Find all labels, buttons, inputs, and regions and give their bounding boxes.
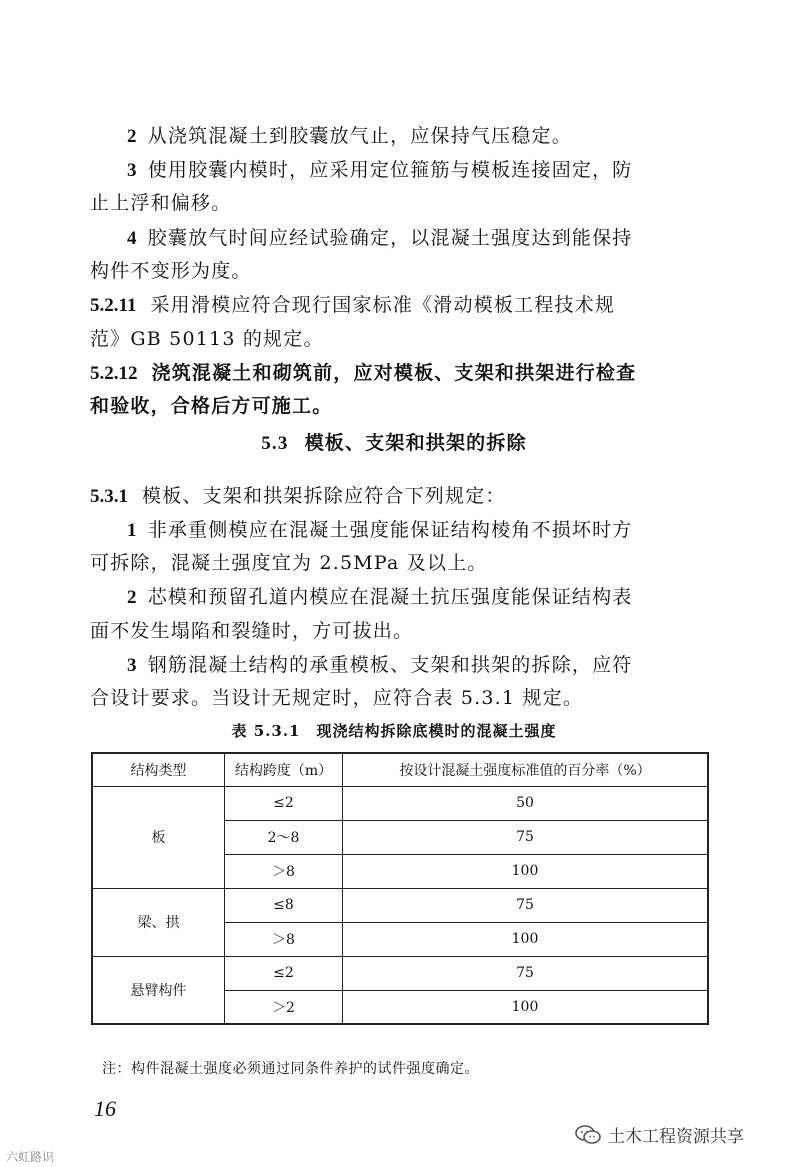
item-4-line-1 bbox=[127, 226, 633, 251]
clause-text: 采用滑模应符合现行国家标准《滑动模板工程技术规 bbox=[150, 294, 616, 316]
item-3-line-1 bbox=[127, 158, 633, 183]
item-3-line-2: 止上浮和偏移。 bbox=[90, 192, 232, 214]
item-text: 胶囊放气时间应经试验确定，以混凝土强度达到能保持 bbox=[147, 227, 633, 249]
table-note: 注：构件混凝土强度必须通过同条件养护的试件强度确定。 bbox=[102, 1061, 479, 1077]
table-row bbox=[92, 956, 708, 990]
watermark-account bbox=[574, 1122, 744, 1147]
item-text: 钢筋混凝土结构的承重模板、支架和拱架的拆除，应符 bbox=[147, 654, 633, 676]
item-number: 4 bbox=[127, 228, 138, 249]
cell-pct: 100 bbox=[343, 854, 709, 888]
header-structure-type: 结构类型 bbox=[92, 753, 225, 786]
clause-text: 浇筑混凝土和砌筑前，应对模板、支架和拱架进行检查 bbox=[151, 362, 637, 384]
sub-item-3-line-1 bbox=[127, 653, 633, 678]
clause-5-2-11-line-2: 范》GB 50113 的规定。 bbox=[90, 328, 324, 350]
watermark-left bbox=[6, 1148, 54, 1165]
sub-item-2-line-2: 面不发生塌陷和裂缝时，方可拔出。 bbox=[90, 620, 414, 642]
section-heading bbox=[0, 431, 788, 456]
cell-type: 悬臂构件 bbox=[92, 956, 225, 1024]
section-title: 模板、支架和拱架的拆除 bbox=[304, 432, 527, 454]
table-caption: 表 5.3.1 现浇结构拆除底模时的混凝土强度 bbox=[231, 722, 557, 740]
cell-span: ≤2 bbox=[225, 786, 343, 820]
wechat-icon bbox=[574, 1124, 602, 1146]
item-number: 3 bbox=[127, 655, 138, 676]
cell-span: ≤8 bbox=[225, 888, 343, 922]
cell-type: 板 bbox=[92, 786, 225, 888]
cell-span: ＞2 bbox=[225, 990, 343, 1024]
header-span: 结构跨度（m） bbox=[225, 753, 343, 786]
clause-5-2-12-line-1 bbox=[90, 361, 636, 386]
cell-span: ≤2 bbox=[225, 956, 343, 990]
cell-span: 2～8 bbox=[225, 820, 343, 854]
clause-number: 5.2.12 bbox=[90, 363, 138, 384]
item-number: 2 bbox=[127, 587, 138, 608]
clause-number: 5.2.11 bbox=[90, 295, 137, 316]
cell-pct: 100 bbox=[343, 922, 709, 956]
table-header-row bbox=[92, 753, 708, 786]
item-number: 3 bbox=[127, 160, 138, 181]
cell-type: 梁、拱 bbox=[92, 888, 225, 956]
item-text: 非承重侧模应在混凝土强度能保证结构棱角不损坏时方 bbox=[147, 519, 633, 541]
item-text: 从浇筑混凝土到胶囊放气止，应保持气压稳定。 bbox=[147, 125, 572, 147]
cell-pct: 75 bbox=[343, 820, 709, 854]
clause-text: 模板、支架和拱架拆除应符合下列规定： bbox=[142, 485, 506, 507]
cell-span: ＞8 bbox=[225, 854, 343, 888]
clause-5-3-1-line bbox=[90, 484, 506, 509]
cell-pct: 75 bbox=[343, 888, 709, 922]
item-number: 2 bbox=[127, 126, 138, 147]
item-2-line bbox=[127, 124, 572, 149]
item-text: 使用胶囊内模时，应采用定位箍筋与模板连接固定，防 bbox=[147, 159, 633, 181]
watermark-text: 土木工程资源共享 bbox=[608, 1127, 744, 1147]
clause-5-2-11-line-1 bbox=[90, 293, 615, 318]
table-row bbox=[92, 786, 708, 820]
strength-table bbox=[91, 752, 709, 1025]
sub-item-1-line-1 bbox=[127, 518, 633, 543]
cell-pct: 100 bbox=[343, 990, 709, 1024]
sub-item-2-line-1 bbox=[127, 585, 633, 610]
item-number: 1 bbox=[127, 520, 138, 541]
clause-5-2-12-line-2: 和验收，合格后方可施工。 bbox=[90, 395, 333, 417]
item-text: 芯模和预留孔道内模应在混凝土抗压强度能保证结构表 bbox=[147, 586, 633, 608]
sub-item-1-line-2: 可拆除，混凝土强度宜为 2.5MPa 及以上。 bbox=[90, 552, 488, 574]
section-number: 5.3 bbox=[261, 433, 289, 454]
clause-number: 5.3.1 bbox=[90, 486, 128, 507]
header-percentage: 按设计混凝土强度标准值的百分率（%） bbox=[343, 753, 709, 786]
watermark-left-text: 六虹路识 bbox=[6, 1150, 55, 1164]
cell-pct: 50 bbox=[343, 786, 709, 820]
item-4-line-2: 构件不变形为度。 bbox=[90, 260, 252, 282]
table-row bbox=[92, 888, 708, 922]
page-number: 16 bbox=[94, 1096, 116, 1121]
cell-span: ＞8 bbox=[225, 922, 343, 956]
sub-item-3-line-2: 合设计要求。当设计无规定时，应符合表 5.3.1 规定。 bbox=[90, 687, 584, 709]
cell-pct: 75 bbox=[343, 956, 709, 990]
